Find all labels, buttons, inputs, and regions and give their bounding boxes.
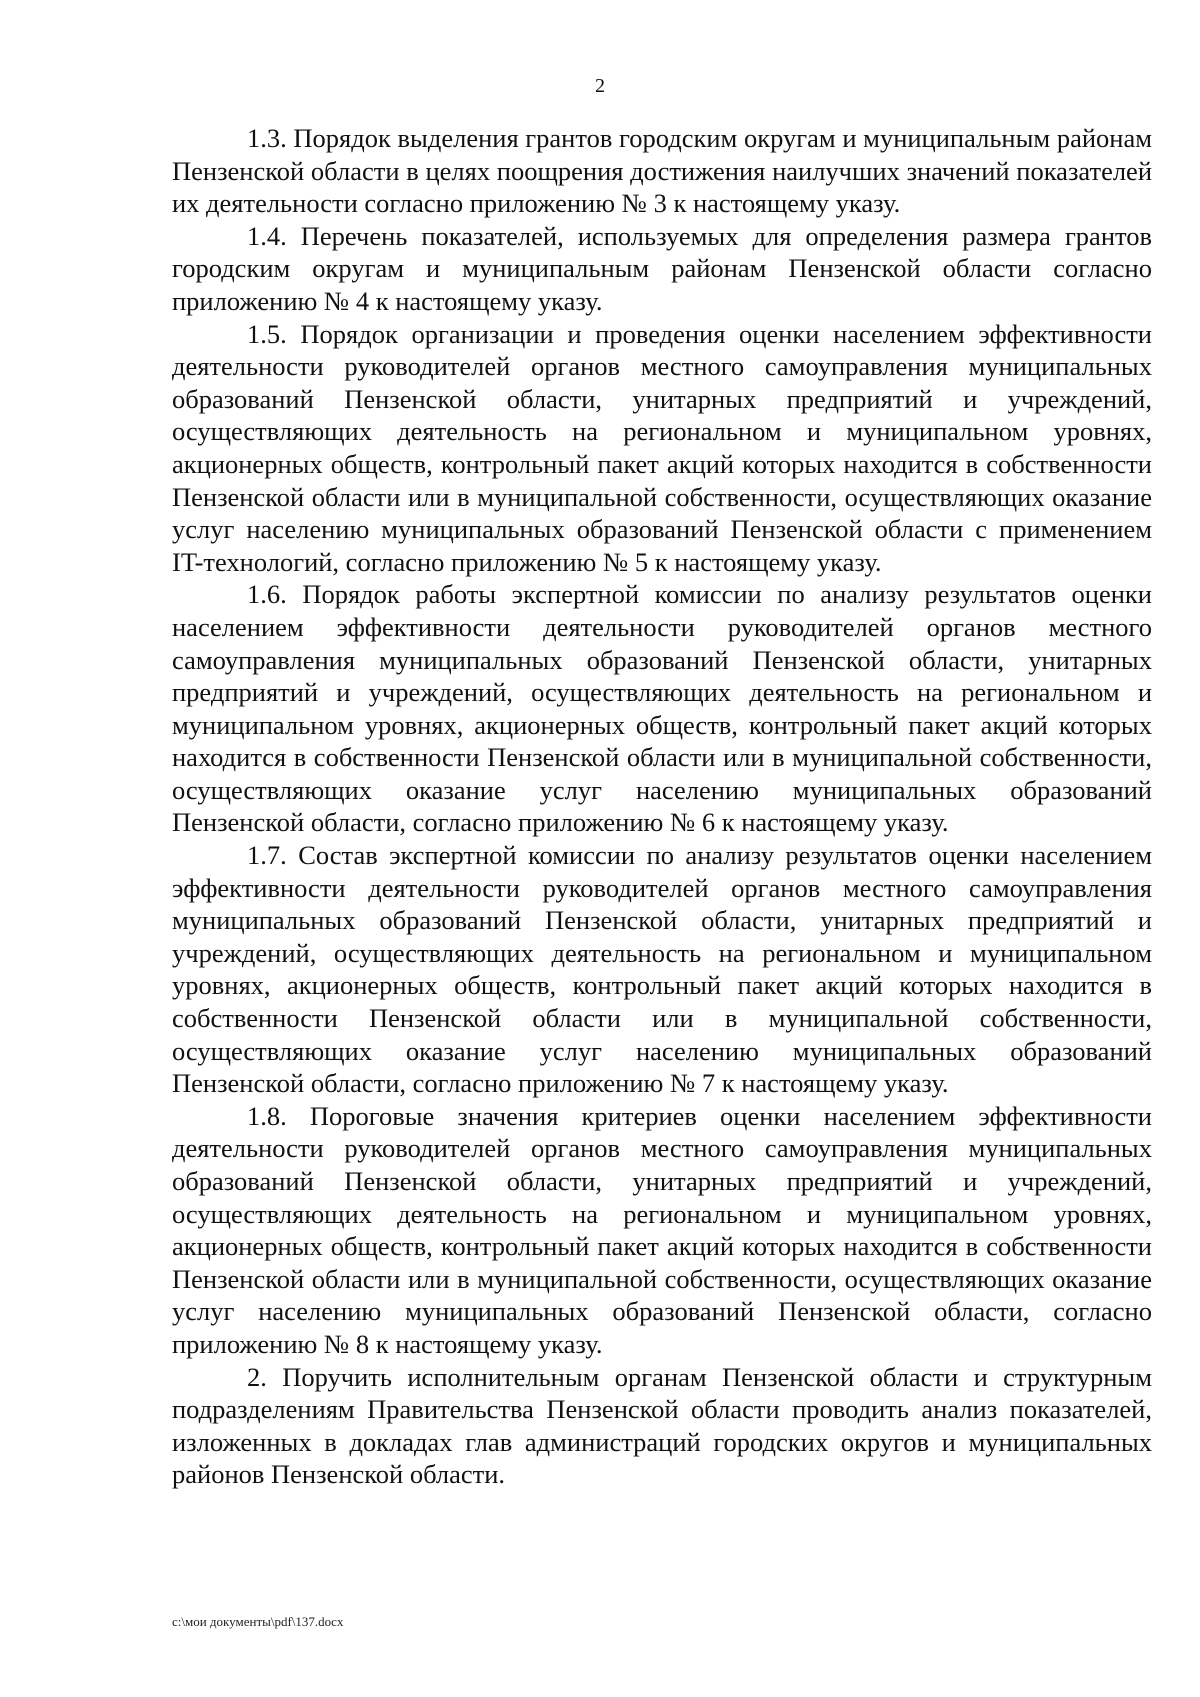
document-body — [172, 122, 1152, 1491]
paragraph-2: 2. Поручить исполнительным органам Пензенской области и структурным подразделениям Правительства Пензенской области проводить анализ показателей, изложенных в докладах глав администраций городских округов и муниципальных районов Пензенской области. — [172, 1361, 1152, 1490]
page-number: 2 — [595, 75, 605, 97]
paragraph-1-3: 1.3. Порядок выделения грантов городским округам и муниципальным районам Пензенской области в целях поощрения достижения наилучших значений показателей их деятельности согласно приложению № 3 к настоящему указу. — [172, 123, 1152, 219]
paragraph-1-6: 1.6. Порядок работы экспертной комиссии по анализу результатов оценки населением эффективности деятельности руководителей органов местного самоуправления муниципальных образований Пензенской области, унитарных предприятий и учреждений, осуществляющих деятельность на региональном и муниципальном уровнях, акционерных обществ, контрольный пакет акций которых находится в собственности Пензенской области или в муниципальной собственности, осуществляющих оказание услуг населению муниципальных образований Пензенской области, согласно приложению № 6 к настоящему указу. — [172, 579, 1152, 838]
paragraph-1-4: 1.4. Перечень показателей, используемых для определения размера грантов городским округам и муниципальным районам Пензенской области согласно приложению № 4 к настоящему указу. — [172, 220, 1152, 316]
paragraph-1-8: 1.8. Пороговые значения критериев оценки населением эффективности деятельности руководителей органов местного самоуправления муниципальных образований Пензенской области, унитарных предприятий и учреждений, осуществляющих деятельность на региональном и муниципальном уровнях, акционерных обществ, контрольный пакет акций которых находится в собственности Пензенской области или в муниципальной собственности, осуществляющих оказание услуг населению муниципальных образований Пензенской области, согласно приложению № 8 к настоящему указу. — [172, 1100, 1152, 1359]
paragraph-1-7: 1.7. Состав экспертной комиссии по анализу результатов оценки населением эффективности деятельности руководителей органов местного самоуправления муниципальных образований Пензенской области, унитарных предприятий и учреждений, осуществляющих деятельность на региональном и муниципальном уровнях, акционерных обществ, контрольный пакет акций которых находится в собственности Пензенской области или в муниципальной собственности, осуществляющих оказание услуг населению муниципальных образований Пензенской области, согласно приложению № 7 к настоящему указу. — [172, 840, 1152, 1099]
paragraph-1-5: 1.5. Порядок организации и проведения оценки населением эффективности деятельности руководителей органов местного самоуправления муниципальных образований Пензенской области, унитарных предприятий и учреждений, осуществляющих деятельность на региональном и муниципальном уровнях, акционерных обществ, контрольный пакет акций которых находится в собственности Пензенской области или в муниципальной собственности, осуществляющих оказание услуг населению муниципальных образований Пензенской области с применением IT-технологий, согласно приложению № 5 к настоящему указу. — [172, 318, 1152, 577]
footer-file-path: c:\мои документы\pdf\137.docx — [172, 1614, 344, 1629]
